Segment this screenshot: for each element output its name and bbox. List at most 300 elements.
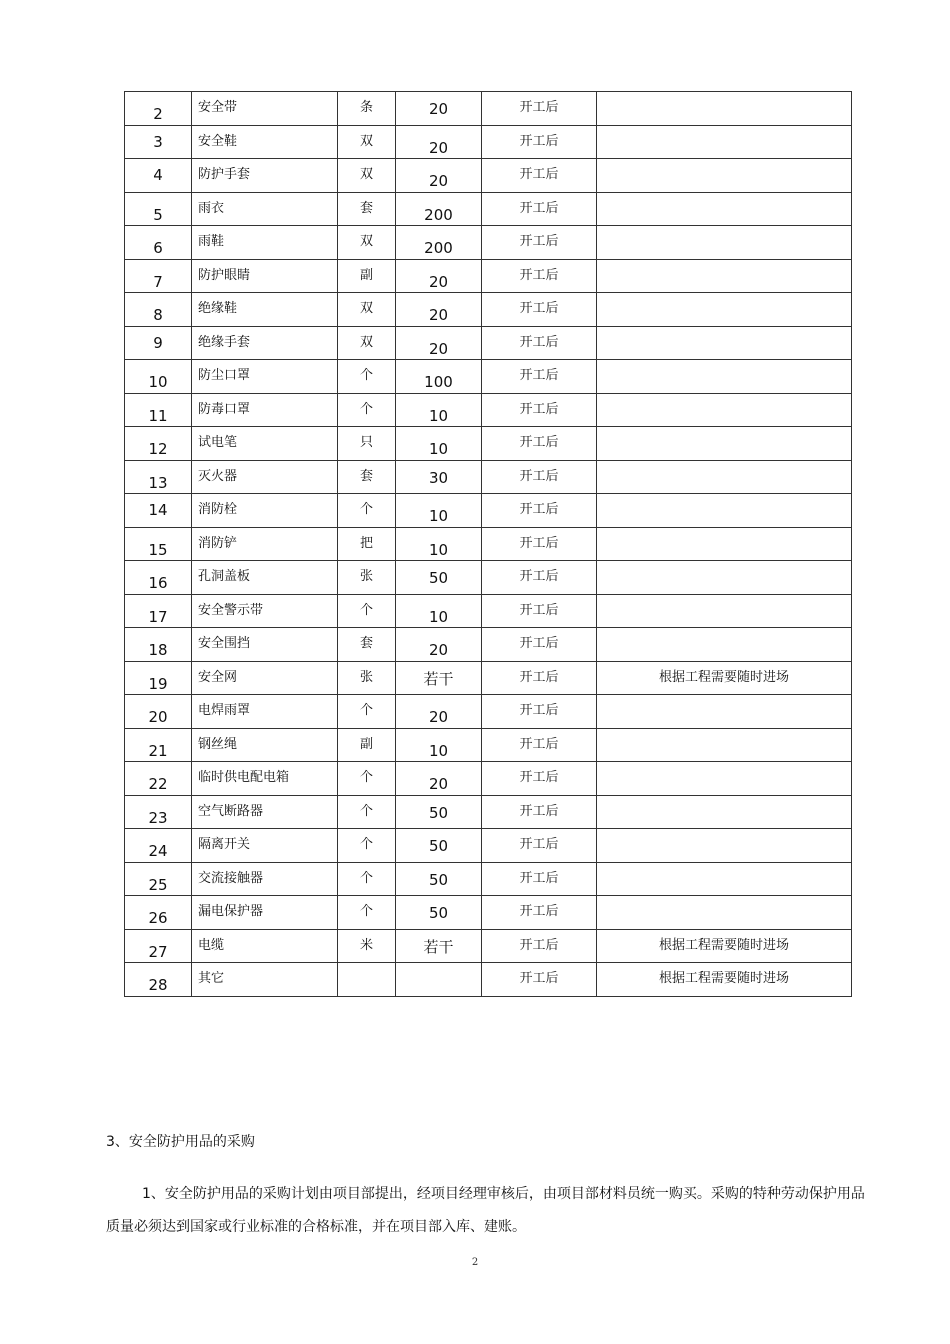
item-note-cell	[597, 427, 852, 461]
cell-text: 试电笔	[198, 435, 238, 450]
table-row	[125, 628, 852, 662]
cell-text: 18	[148, 641, 168, 659]
cell-text: 17	[148, 607, 168, 626]
item-quantity-cell	[396, 527, 482, 561]
table-row	[125, 192, 852, 226]
cell-text	[597, 126, 851, 134]
cell-text: 4	[153, 166, 163, 184]
cell-text: 根据工程需要随时进场	[658, 937, 789, 953]
item-unit-cell	[338, 896, 396, 930]
cell-text: 绝缘鞋	[198, 301, 238, 316]
cell-text: 个	[359, 803, 373, 819]
item-number-cell	[125, 92, 192, 126]
cell-text	[597, 695, 851, 703]
item-time-cell	[482, 460, 597, 494]
item-note-cell	[597, 125, 852, 159]
item-time-cell	[482, 226, 597, 260]
cell-text	[597, 327, 851, 335]
cell-text	[597, 829, 851, 837]
cell-text: 钢丝绳	[198, 736, 238, 752]
table-row	[125, 829, 852, 863]
item-note-cell	[597, 293, 852, 327]
table-row	[125, 92, 852, 126]
table-row	[125, 460, 852, 494]
item-quantity-cell	[396, 192, 482, 226]
cell-text: 只	[359, 435, 373, 450]
item-number-cell	[125, 393, 192, 427]
cell-text: 11	[148, 406, 168, 425]
cell-text: 双	[359, 167, 373, 182]
cell-text: 把	[359, 535, 373, 551]
table-row	[125, 661, 852, 695]
cell-text	[597, 528, 851, 536]
table-row	[125, 862, 852, 896]
item-note-cell	[597, 226, 852, 260]
item-quantity-cell	[396, 125, 482, 159]
item-note-cell	[597, 862, 852, 896]
cell-text: 25	[148, 875, 168, 894]
item-number-cell	[125, 494, 192, 528]
item-note-cell	[597, 594, 852, 628]
item-time-cell	[482, 963, 597, 997]
item-number-cell	[125, 293, 192, 327]
item-time-cell	[482, 125, 597, 159]
item-note-cell	[597, 695, 852, 729]
cell-text: 开工后	[519, 669, 559, 685]
item-time-cell	[482, 695, 597, 729]
item-name-cell	[192, 92, 338, 126]
item-quantity-cell	[396, 795, 482, 829]
item-time-cell	[482, 494, 597, 528]
cell-text: 22	[148, 775, 168, 793]
cell-text: 20	[148, 708, 168, 726]
item-number-cell	[125, 460, 192, 494]
item-time-cell	[482, 427, 597, 461]
table-row	[125, 293, 852, 327]
cell-text: 10	[428, 406, 449, 425]
cell-text: 20	[428, 641, 449, 659]
item-unit-cell	[338, 226, 396, 260]
cell-text: 雨衣	[198, 200, 225, 216]
table-row	[125, 125, 852, 159]
cell-text: 开工后	[519, 602, 559, 618]
item-note-cell	[597, 795, 852, 829]
cell-text: 50	[428, 870, 449, 889]
item-unit-cell	[338, 929, 396, 963]
cell-text: 雨鞋	[198, 234, 225, 249]
item-number-cell	[125, 963, 192, 997]
cell-text: 电缆	[198, 937, 225, 953]
item-unit-cell	[338, 293, 396, 327]
item-quantity-cell	[396, 460, 482, 494]
item-note-cell	[597, 360, 852, 394]
item-quantity-cell	[396, 661, 482, 695]
item-name-cell	[192, 125, 338, 159]
item-number-cell	[125, 628, 192, 662]
cell-text: 套	[359, 468, 373, 484]
cell-text: 开工后	[519, 301, 559, 316]
cell-text	[597, 461, 851, 469]
cell-text: 个	[359, 904, 373, 919]
cell-text: 个	[359, 502, 373, 517]
item-name-cell	[192, 862, 338, 896]
cell-text: 开工后	[519, 100, 559, 115]
item-number-cell	[125, 159, 192, 193]
item-unit-cell	[338, 326, 396, 360]
table-row	[125, 427, 852, 461]
item-unit-cell	[338, 527, 396, 561]
cell-text: 6	[153, 239, 163, 257]
cell-text: 开工后	[519, 770, 559, 785]
table-row	[125, 159, 852, 193]
item-name-cell	[192, 829, 338, 863]
cell-text: 开工后	[519, 502, 559, 517]
item-unit-cell	[338, 427, 396, 461]
item-unit-cell	[338, 594, 396, 628]
cell-text: 其它	[198, 971, 225, 986]
item-quantity-cell	[396, 159, 482, 193]
cell-text: 套	[359, 636, 373, 651]
cell-text: 双	[359, 301, 373, 316]
cell-text: 开工后	[519, 837, 559, 852]
item-name-cell	[192, 326, 338, 360]
item-note-cell	[597, 829, 852, 863]
item-name-cell	[192, 360, 338, 394]
item-name-cell	[192, 561, 338, 595]
cell-text: 5	[153, 205, 163, 224]
cell-text: 隔离开关	[198, 837, 251, 852]
item-note-cell	[597, 561, 852, 595]
cell-text: 开工后	[519, 636, 559, 651]
cell-text: 开工后	[519, 736, 559, 752]
item-number-cell	[125, 259, 192, 293]
item-name-cell	[192, 192, 338, 226]
cell-text: 开工后	[519, 971, 559, 986]
item-quantity-cell	[396, 360, 482, 394]
item-name-cell	[192, 929, 338, 963]
table-row	[125, 929, 852, 963]
item-note-cell	[597, 92, 852, 126]
cell-text: 27	[148, 942, 168, 961]
item-number-cell	[125, 360, 192, 394]
item-unit-cell	[338, 862, 396, 896]
cell-text	[597, 494, 851, 502]
cell-text: 个	[359, 401, 373, 417]
item-note-cell	[597, 326, 852, 360]
cell-text: 孔洞盖板	[198, 569, 251, 584]
cell-text	[597, 92, 851, 100]
item-quantity-cell	[396, 427, 482, 461]
cell-text: 安全网	[198, 669, 238, 685]
item-number-cell	[125, 326, 192, 360]
item-time-cell	[482, 326, 597, 360]
item-name-cell	[192, 293, 338, 327]
item-time-cell	[482, 192, 597, 226]
table-row	[125, 393, 852, 427]
cell-text	[597, 260, 851, 268]
item-name-cell	[192, 494, 338, 528]
item-quantity-cell	[396, 561, 482, 595]
item-note-cell	[597, 159, 852, 193]
cell-text: 8	[153, 306, 163, 324]
item-unit-cell	[338, 795, 396, 829]
item-name-cell	[192, 460, 338, 494]
item-number-cell	[125, 125, 192, 159]
cell-text: 安全带	[198, 100, 238, 115]
item-number-cell	[125, 795, 192, 829]
cell-text: 21	[148, 741, 168, 760]
section-heading: 3、安全防护用品的采购	[106, 1134, 255, 1150]
cell-text: 开工后	[519, 167, 559, 182]
item-number-cell	[125, 594, 192, 628]
cell-text: 200	[424, 205, 453, 224]
cell-text: 张	[359, 669, 373, 685]
item-time-cell	[482, 896, 597, 930]
cell-text: 开工后	[519, 569, 559, 584]
table-row	[125, 795, 852, 829]
item-unit-cell	[338, 92, 396, 126]
cell-text: 开工后	[519, 133, 559, 149]
table-body	[125, 92, 852, 997]
cell-text: 19	[148, 674, 168, 693]
item-time-cell	[482, 527, 597, 561]
cell-text: 灭火器	[198, 468, 238, 484]
item-name-cell	[192, 594, 338, 628]
item-unit-cell	[338, 661, 396, 695]
item-quantity-cell	[396, 963, 482, 997]
cell-text: 电焊雨罩	[198, 703, 251, 718]
item-note-cell	[597, 628, 852, 662]
item-name-cell	[192, 795, 338, 829]
item-quantity-cell	[396, 695, 482, 729]
cell-text: 2	[153, 105, 163, 123]
cell-text: 20	[428, 775, 449, 793]
cell-text: 开工后	[519, 803, 559, 819]
cell-text: 个	[359, 602, 373, 618]
cell-text	[597, 293, 851, 301]
cell-text: 开工后	[519, 904, 559, 919]
item-note-cell	[597, 460, 852, 494]
cell-text: 开工后	[519, 435, 559, 450]
item-note-cell	[597, 527, 852, 561]
cell-text: 10	[428, 607, 449, 626]
cell-text: 根据工程需要随时进场	[658, 971, 789, 986]
cell-text: 防护手套	[198, 167, 251, 182]
cell-text: 50	[428, 837, 449, 855]
cell-text: 12	[148, 440, 168, 458]
cell-text: 13	[148, 473, 168, 492]
table-row	[125, 259, 852, 293]
cell-text: 24	[148, 842, 168, 860]
cell-text: 开工后	[519, 535, 559, 551]
cell-text	[597, 360, 851, 368]
table-row	[125, 226, 852, 260]
cell-text: 绝缘手套	[198, 334, 251, 350]
item-number-cell	[125, 862, 192, 896]
item-unit-cell	[338, 460, 396, 494]
cell-text: 开工后	[519, 703, 559, 718]
item-note-cell	[597, 929, 852, 963]
item-quantity-cell	[396, 326, 482, 360]
table-row	[125, 360, 852, 394]
cell-text	[597, 193, 851, 201]
item-time-cell	[482, 795, 597, 829]
cell-text: 开工后	[519, 334, 559, 350]
cell-text: 防毒口罩	[198, 401, 251, 417]
item-number-cell	[125, 661, 192, 695]
cell-text	[597, 729, 851, 737]
item-number-cell	[125, 829, 192, 863]
item-name-cell	[192, 728, 338, 762]
item-number-cell	[125, 427, 192, 461]
cell-text	[597, 863, 851, 871]
item-unit-cell	[338, 159, 396, 193]
cell-text: 根据工程需要随时进场	[658, 669, 789, 685]
cell-text: 双	[359, 234, 373, 249]
item-quantity-cell	[396, 293, 482, 327]
item-time-cell	[482, 929, 597, 963]
item-name-cell	[192, 762, 338, 796]
item-unit-cell	[338, 762, 396, 796]
item-name-cell	[192, 226, 338, 260]
cell-text: 双	[359, 334, 373, 350]
cell-text: 防护眼睛	[198, 267, 251, 283]
item-time-cell	[482, 728, 597, 762]
cell-text: 50	[428, 904, 449, 922]
item-quantity-cell	[396, 92, 482, 126]
cell-text: 9	[153, 333, 163, 352]
cell-text: 20	[428, 172, 449, 190]
item-time-cell	[482, 159, 597, 193]
cell-text	[597, 796, 851, 804]
item-time-cell	[482, 393, 597, 427]
table-row	[125, 594, 852, 628]
item-unit-cell	[338, 695, 396, 729]
item-number-cell	[125, 226, 192, 260]
item-number-cell	[125, 896, 192, 930]
cell-text: 开工后	[519, 200, 559, 216]
item-number-cell	[125, 695, 192, 729]
cell-text: 开工后	[519, 401, 559, 417]
item-number-cell	[125, 762, 192, 796]
cell-text: 开工后	[519, 937, 559, 953]
item-note-cell	[597, 192, 852, 226]
cell-text: 空气断路器	[198, 803, 264, 819]
item-unit-cell	[338, 728, 396, 762]
item-note-cell	[597, 963, 852, 997]
cell-text: 15	[148, 540, 168, 559]
cell-text	[597, 159, 851, 167]
cell-text: 防尘口罩	[198, 368, 251, 383]
item-unit-cell	[338, 125, 396, 159]
item-quantity-cell	[396, 628, 482, 662]
cell-text: 个	[359, 837, 373, 852]
item-name-cell	[192, 896, 338, 930]
item-time-cell	[482, 259, 597, 293]
cell-text: 100	[424, 373, 453, 391]
cell-text: 7	[153, 272, 163, 291]
item-time-cell	[482, 561, 597, 595]
item-name-cell	[192, 661, 338, 695]
item-unit-cell	[338, 192, 396, 226]
cell-text: 20	[428, 272, 449, 291]
item-quantity-cell	[396, 862, 482, 896]
item-quantity-cell	[396, 494, 482, 528]
item-note-cell	[597, 259, 852, 293]
cell-text: 20	[428, 306, 449, 324]
item-quantity-cell	[396, 393, 482, 427]
item-unit-cell	[338, 393, 396, 427]
cell-text: 交流接触器	[198, 870, 264, 886]
cell-text: 20	[428, 339, 449, 358]
cell-text: 若干	[423, 669, 454, 688]
item-number-cell	[125, 929, 192, 963]
cell-text: 26	[148, 909, 168, 927]
cell-text	[597, 427, 851, 435]
table-row	[125, 963, 852, 997]
cell-text: 个	[359, 770, 373, 785]
cell-text	[597, 595, 851, 603]
cell-text: 开工后	[519, 368, 559, 383]
cell-text: 套	[359, 200, 373, 216]
cell-text: 双	[359, 133, 373, 149]
cell-text: 个	[359, 870, 373, 886]
cell-text: 开工后	[519, 468, 559, 484]
cell-text: 23	[148, 808, 168, 827]
cell-text: 张	[359, 569, 373, 584]
item-name-cell	[192, 393, 338, 427]
item-name-cell	[192, 527, 338, 561]
procurement-paragraph: 1、安全防护用品的采购计划由项目部提出，经项目经理审核后，由项目部材料员统一购买。采购的特种劳动保护用品质量必须达到国家或行业标准的合格标准，并在项目部入库、建账。	[106, 1186, 865, 1235]
item-unit-cell	[338, 963, 396, 997]
cell-text: 16	[148, 574, 168, 592]
safety-equipment-table	[124, 91, 852, 997]
item-note-cell	[597, 393, 852, 427]
item-quantity-cell	[396, 929, 482, 963]
cell-text: 10	[428, 507, 449, 525]
cell-text: 14	[148, 501, 168, 519]
cell-text	[396, 963, 481, 972]
item-name-cell	[192, 628, 338, 662]
cell-text: 副	[359, 736, 373, 752]
item-quantity-cell	[396, 728, 482, 762]
item-name-cell	[192, 963, 338, 997]
item-quantity-cell	[396, 594, 482, 628]
item-number-cell	[125, 728, 192, 762]
item-quantity-cell	[396, 226, 482, 260]
item-quantity-cell	[396, 896, 482, 930]
cell-text: 若干	[423, 937, 454, 956]
item-time-cell	[482, 293, 597, 327]
cell-text: 消防栓	[198, 502, 238, 517]
cell-text: 50	[428, 569, 449, 587]
page-number: 2	[471, 1257, 479, 1268]
cell-text: 条	[359, 100, 373, 115]
item-time-cell	[482, 360, 597, 394]
cell-text: 安全鞋	[198, 133, 238, 149]
cell-text: 个	[359, 368, 373, 383]
cell-text: 消防铲	[198, 535, 238, 551]
item-time-cell	[482, 594, 597, 628]
item-name-cell	[192, 159, 338, 193]
table-row	[125, 326, 852, 360]
cell-text	[597, 394, 851, 402]
item-time-cell	[482, 92, 597, 126]
item-quantity-cell	[396, 829, 482, 863]
cell-text: 安全警示带	[198, 602, 264, 618]
cell-text: 开工后	[519, 267, 559, 283]
item-unit-cell	[338, 360, 396, 394]
